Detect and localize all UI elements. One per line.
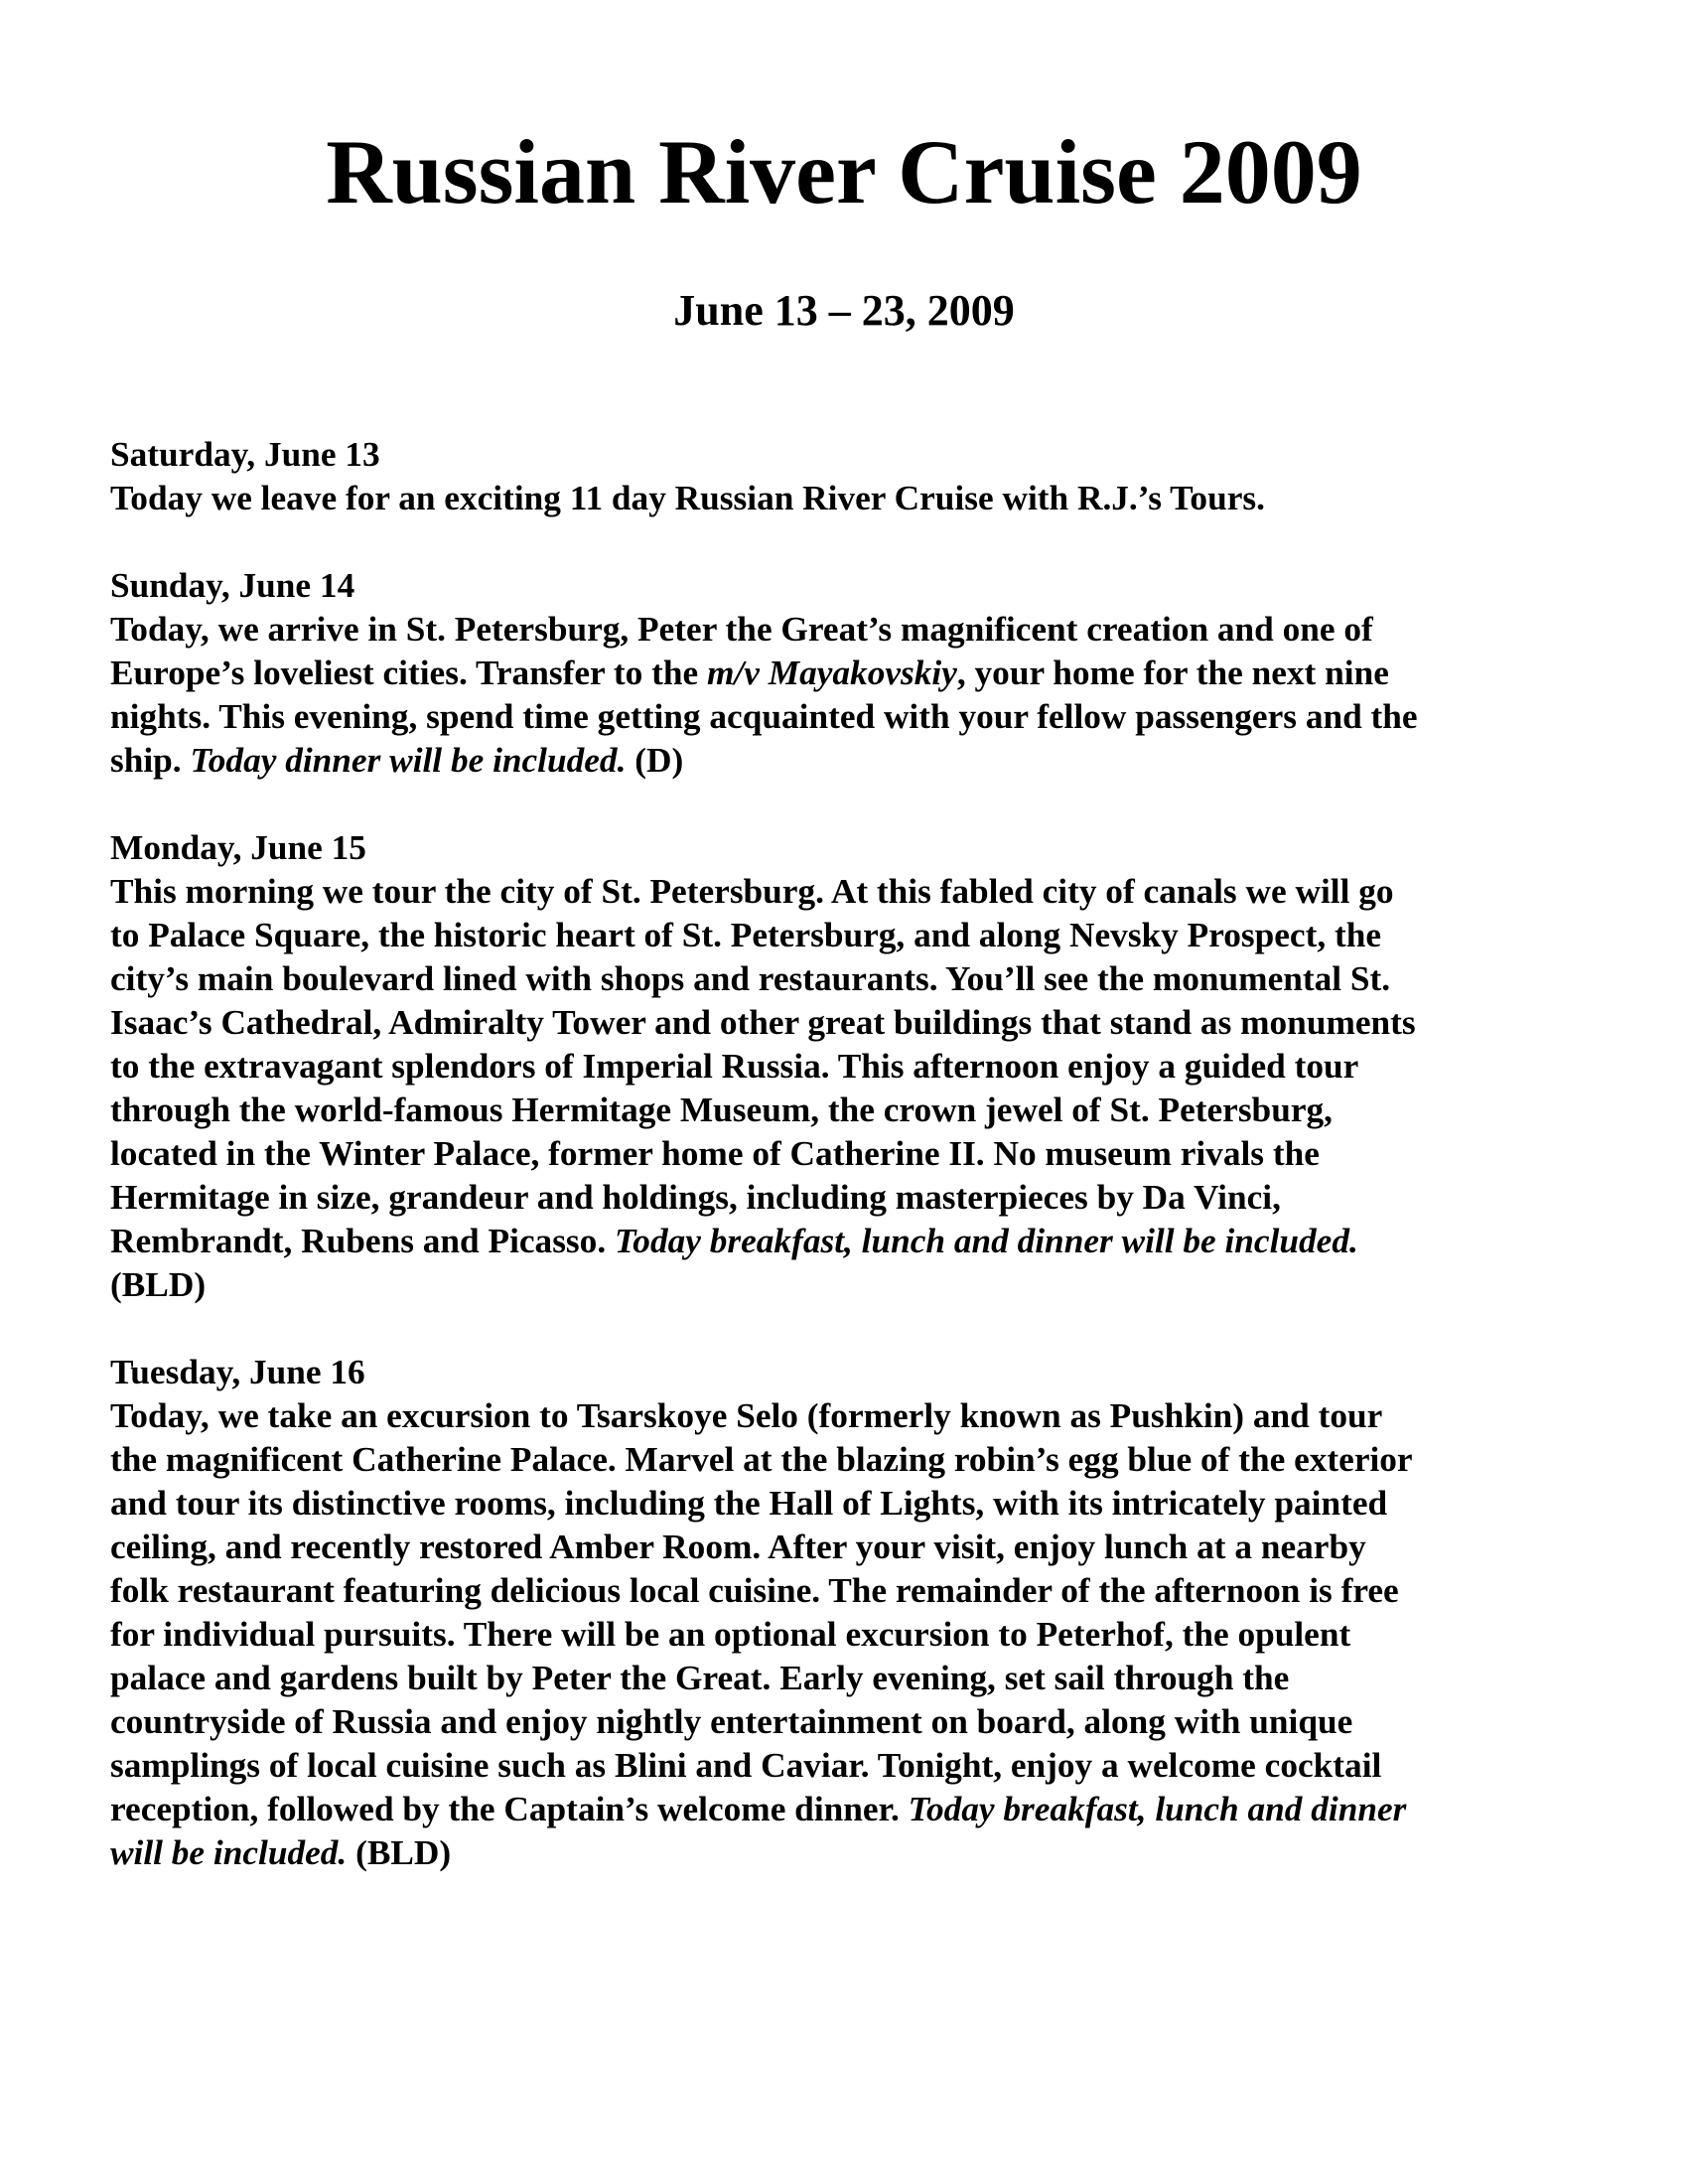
- day-text-line: [110, 1482, 1600, 1526]
- day-text-line: [110, 1744, 1600, 1788]
- day-description-text: Europe’s loveliest cities. Transfer to the: [110, 654, 707, 692]
- day-text-line: [110, 1569, 1600, 1613]
- day-text-line: [110, 1657, 1600, 1700]
- day-heading: Tuesday, June 16: [110, 1353, 365, 1391]
- day-description-text: reception, followed by the Captain’s welcome dinner.: [110, 1790, 909, 1828]
- day-description-text: located in the Winter Palace, former home of Catherine II. No museum rivals the: [110, 1134, 1320, 1173]
- day-text-line: [110, 1831, 1600, 1875]
- day-description-text: to Palace Square, the historic heart of St. Petersburg, and along Nevsky Prospect, the: [110, 916, 1382, 954]
- itinerary-day: [110, 564, 1600, 783]
- day-text-line: [110, 1613, 1600, 1657]
- day-text-line: [110, 1394, 1600, 1438]
- day-description-text: Today, we take an excursion to Tsarskoye Selo (formerly known as Pushkin) and tour: [110, 1396, 1383, 1435]
- meal-note-text: Today dinner will be included.: [190, 741, 627, 780]
- day-description-text: Isaac’s Cathedral, Admiralty Tower and other great buildings that stand as monuments: [110, 1003, 1416, 1042]
- day-text-line: [110, 1438, 1600, 1482]
- day-text-line: [110, 1176, 1600, 1220]
- day-description-text: city’s main boulevard lined with shops and restaurants. You’ll see the monumental St.: [110, 959, 1391, 998]
- itinerary-day: [110, 1351, 1600, 1875]
- day-text-line: [110, 608, 1600, 652]
- day-text-line: [110, 1700, 1600, 1744]
- day-description-text: for individual pursuits. There will be an optional excursion to Peterhof, the opulent: [110, 1615, 1351, 1654]
- day-text-line: [110, 477, 1600, 520]
- itinerary-day: [110, 433, 1600, 520]
- day-description-text: to the extravagant splendors of Imperial Russia. This afternoon enjoy a guided tour: [110, 1047, 1359, 1086]
- day-description-text: ceiling, and recently restored Amber Room. After your visit, enjoy lunch at a nearby: [110, 1528, 1366, 1566]
- meal-note-text: m/v Mayakovskiy: [706, 654, 957, 692]
- day-text-line: [110, 1788, 1600, 1831]
- day-text-line: [110, 1132, 1600, 1176]
- day-text-line: [110, 695, 1600, 739]
- day-description-text: Hermitage in size, grandeur and holdings, including masterpieces by Da Vinci,: [110, 1178, 1281, 1217]
- day-description-text: folk restaurant featuring delicious local cuisine. The remainder of the afternoon is free: [110, 1571, 1399, 1610]
- day-description-text: the magnificent Catherine Palace. Marvel at the blazing robin’s egg blue of the exterior: [110, 1440, 1413, 1479]
- day-description-text: (BLD): [110, 1265, 207, 1304]
- day-text-line: [110, 914, 1600, 957]
- day-description-text: through the world-famous Hermitage Museum, the crown jewel of St. Petersburg,: [110, 1091, 1333, 1129]
- meal-note-text: will be included.: [110, 1833, 348, 1872]
- day-description-text: nights. This evening, spend time getting acquainted with your fellow passengers and the: [110, 697, 1418, 736]
- day-description-text: ship.: [110, 741, 191, 780]
- day-text-line: [110, 1220, 1600, 1263]
- day-heading: Saturday, June 13: [110, 435, 380, 474]
- day-text-line: [110, 739, 1600, 783]
- itinerary-days: [110, 433, 1600, 1919]
- itinerary-day: [110, 826, 1600, 1307]
- day-description-text: countryside of Russia and enjoy nightly entertainment on board, along with unique: [110, 1702, 1353, 1741]
- day-text-line: [110, 870, 1600, 914]
- day-description-text: (BLD): [347, 1833, 452, 1872]
- day-text-line: [110, 1001, 1600, 1045]
- day-text-line: [110, 1263, 1600, 1307]
- day-description-text: , your home for the next nine: [956, 654, 1389, 692]
- day-description-text: This morning we tour the city of St. Petersburg. At this fabled city of canals we will go: [110, 872, 1394, 911]
- day-description-text: palace and gardens built by Peter the Great. Early evening, set sail through the: [110, 1659, 1290, 1697]
- day-description-text: and tour its distinctive rooms, including the Hall of Lights, with its intricately painted: [110, 1484, 1388, 1523]
- day-heading: Monday, June 15: [110, 828, 366, 867]
- document-dates: June 13 – 23, 2009: [673, 286, 1015, 335]
- day-text-line: [110, 1089, 1600, 1132]
- document-title: Russian River Cruise 2009: [326, 121, 1362, 222]
- day-heading: Sunday, June 14: [110, 566, 355, 605]
- day-text-line: [110, 652, 1600, 695]
- day-text-line: [110, 1526, 1600, 1569]
- day-description-text: Rembrandt, Rubens and Picasso.: [110, 1222, 615, 1260]
- day-text-line: [110, 1045, 1600, 1089]
- day-description-text: Today, we arrive in St. Petersburg, Peter the Great’s magnificent creation and one of: [110, 610, 1373, 649]
- meal-note-text: Today breakfast, lunch and dinner: [908, 1790, 1407, 1828]
- day-text-line: [110, 957, 1600, 1001]
- day-description-text: Today we leave for an exciting 11 day Russian River Cruise with R.J.’s Tours.: [110, 479, 1265, 517]
- meal-note-text: Today breakfast, lunch and dinner will be included.: [614, 1222, 1358, 1260]
- day-description-text: (D): [626, 741, 684, 780]
- day-description-text: samplings of local cuisine such as Blini and Caviar. Tonight, enjoy a welcome cocktail: [110, 1746, 1382, 1785]
